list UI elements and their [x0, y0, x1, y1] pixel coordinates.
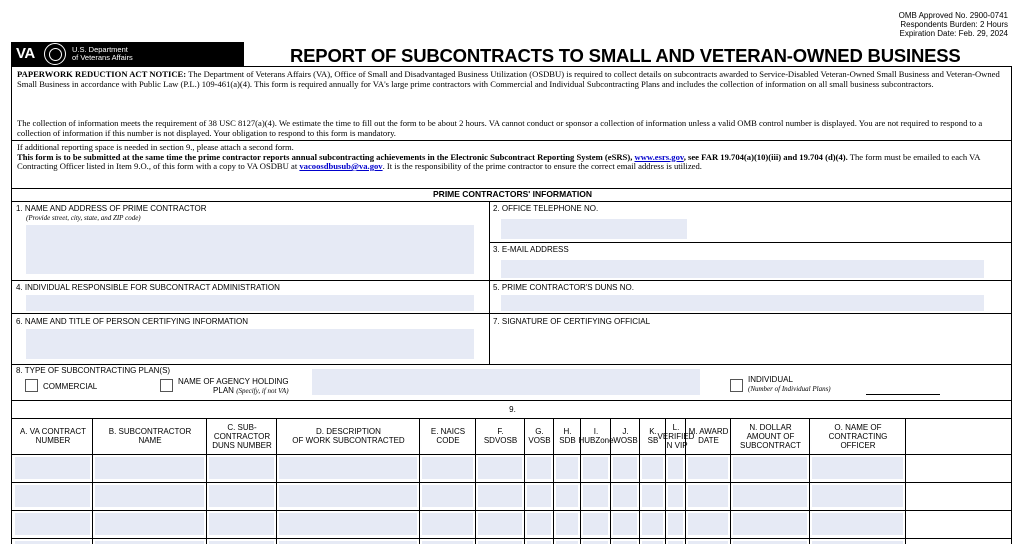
field4-label: 4. INDIVIDUAL RESPONSIBLE FOR SUBCONTRACT ADMINISTRATION — [16, 283, 280, 292]
table-cell[interactable] — [95, 457, 204, 479]
column-header-o: O. NAME OF CONTRACTING OFFICER — [828, 422, 888, 450]
column-header-i: I. HUBZone — [578, 427, 614, 445]
submission-notice: If additional reporting space is needed in section 9., please attach a second form. This form is to be submitted at the same time the prime contractor reports annual subcontracting achievements in the Electronic Subcontract Reporting System (eSRS), www.esrs.gov, see FAR 19.704(a)(10)(iii) and 19.704 (d)(4). The form must be emailed to each VA Contracting Officer listed in Item 9.O., of this form with a copy to VA OSDBU at vacoosdbusub@va.gov. It is the responsibility of the prime contractor to ensure the correct email address is utilized. — [17, 142, 980, 171]
osdbu-email-link[interactable]: vacoosdbusub@va.gov — [299, 161, 383, 171]
field7-label: 7. SIGNATURE OF CERTIFYING OFFICIAL — [493, 317, 651, 326]
table-cell[interactable] — [209, 457, 274, 479]
agency-plan-label: NAME OF AGENCY HOLDING PLAN (Specify, if not VA) — [178, 377, 289, 395]
form-header — [11, 42, 1012, 66]
table-cell[interactable] — [95, 513, 204, 535]
table-cell[interactable] — [209, 513, 274, 535]
table-cell[interactable] — [668, 513, 683, 535]
commercial-label: COMMERCIAL — [43, 382, 98, 391]
form-body — [11, 66, 1012, 544]
table-cell[interactable] — [478, 513, 522, 535]
field6-label: 6. NAME AND TITLE OF PERSON CERTIFYING INFORMATION — [16, 317, 249, 326]
column-header-e: E. NAICS CODE — [430, 427, 466, 445]
field3-label: 3. E-MAIL ADDRESS — [493, 245, 569, 254]
table-cell[interactable] — [583, 485, 608, 507]
field8-label: 8. TYPE OF SUBCONTRACTING PLAN(S) — [16, 366, 171, 375]
esrs-link[interactable]: www.esrs.gov — [634, 151, 684, 162]
table-cell[interactable] — [422, 485, 473, 507]
table-cell[interactable] — [478, 457, 522, 479]
column-header-d: D. DESCRIPTION OF WORK SUBCONTRACTED — [292, 427, 405, 445]
field1-label: 1. NAME AND ADDRESS OF PRIME CONTRACTOR — [16, 204, 207, 213]
column-header-m: M. AWARD DATE — [688, 427, 729, 445]
table-cell[interactable] — [812, 485, 903, 507]
table-cell[interactable] — [613, 513, 637, 535]
table-cell[interactable] — [279, 457, 417, 479]
table-cell[interactable] — [422, 457, 473, 479]
table-cell[interactable] — [527, 485, 551, 507]
table-cell[interactable] — [688, 513, 728, 535]
expiration-date: Expiration Date: Feb. 29, 2024 — [899, 29, 1008, 38]
table-cell[interactable] — [422, 513, 473, 535]
column-header-f: F. SDVOSB — [483, 427, 518, 445]
table-cell[interactable] — [613, 457, 637, 479]
table-cell[interactable] — [642, 485, 663, 507]
form-title: REPORT OF SUBCONTRACTS TO SMALL AND VETERAN-OWNED BUSINESS — [290, 45, 961, 66]
table-cell[interactable] — [279, 485, 417, 507]
table-cell[interactable] — [15, 457, 90, 479]
table-cell[interactable] — [733, 457, 807, 479]
va-seal-icon — [44, 43, 66, 65]
table-cell[interactable] — [556, 457, 578, 479]
table-cell[interactable] — [642, 513, 663, 535]
table-cell[interactable] — [556, 513, 578, 535]
respondents-burden: Respondents Burden: 2 Hours — [900, 20, 1008, 29]
table-cell[interactable] — [733, 485, 807, 507]
table-cell[interactable] — [812, 457, 903, 479]
va-logo-text: VA — [16, 45, 35, 62]
table-cell[interactable] — [668, 457, 683, 479]
prime-section-title: PRIME CONTRACTORS' INFORMATION — [433, 189, 592, 199]
table-cell[interactable] — [642, 457, 663, 479]
va-logo — [11, 42, 244, 66]
table-cell[interactable] — [613, 485, 637, 507]
duns-number-field[interactable] — [501, 295, 984, 311]
agency-plan-checkbox[interactable] — [160, 379, 173, 392]
column-header-j: J. WOSB — [613, 427, 638, 445]
commercial-checkbox[interactable] — [25, 379, 38, 392]
individual-plan-count-field[interactable] — [866, 383, 940, 395]
field1-sublabel: (Provide street, city, state, and ZIP code) — [26, 214, 141, 222]
table-cell[interactable] — [15, 485, 90, 507]
column-header-k: K. SB — [647, 427, 659, 445]
individual-label: INDIVIDUAL (Number of Individual Plans) — [748, 375, 831, 393]
department-name: U.S. Department of Veterans Affairs — [72, 45, 133, 62]
table-cell[interactable] — [668, 485, 683, 507]
table-cell[interactable] — [95, 485, 204, 507]
column-header-c: C. SUB- CONTRACTOR DUNS NUMBER — [212, 422, 272, 450]
table-cell[interactable] — [478, 485, 522, 507]
prime-contractor-name-address-field[interactable] — [26, 225, 474, 274]
certifying-person-field[interactable] — [26, 329, 474, 359]
office-telephone-field[interactable] — [501, 219, 687, 239]
table-cell[interactable] — [688, 457, 728, 479]
table-cell[interactable] — [556, 485, 578, 507]
table-cell[interactable] — [527, 513, 551, 535]
column-header-h: H. SDB — [559, 427, 576, 445]
section9-title: 9. — [509, 405, 516, 414]
table-cell[interactable] — [15, 513, 90, 535]
column-header-a: A. VA CONTRACT NUMBER — [19, 427, 87, 445]
table-cell[interactable] — [279, 513, 417, 535]
column-header-b: B. SUBCONTRACTOR NAME — [108, 427, 192, 445]
column-header-n: N. DOLLAR AMOUNT OF SUBCONTRACT — [740, 422, 801, 450]
field2-label: 2. OFFICE TELEPHONE NO. — [493, 204, 599, 213]
paperwork-notice: PAPERWORK REDUCTION ACT NOTICE: The Department of Veterans Affairs (VA), Office of Small and Disadvantaged Business Utilization (OSDBU) is required to collect details on subcontracts awarded to Service-Disabled Veteran-Owned Small Business and Veteran-Owned Small Business in accordance with Public Law (P.L.) 109-461(a)(4). This form is required annually for VA's large prime contractors with Commercial and Individual Subcontracting Plans and includes the collection of information on all small business subcontractors. — [17, 69, 1000, 89]
table-cell[interactable] — [733, 513, 807, 535]
column-header-g: G. VOSB — [528, 427, 551, 445]
individual-checkbox[interactable] — [730, 379, 743, 392]
omb-approved: OMB Approved No. 2900-0741 — [898, 11, 1008, 20]
field5-label: 5. PRIME CONTRACTOR'S DUNS NO. — [493, 283, 634, 292]
table-cell[interactable] — [688, 485, 728, 507]
table-cell[interactable] — [583, 457, 608, 479]
email-address-field[interactable] — [501, 260, 984, 278]
column-header-l: L. VERIFIED IN VIP — [657, 422, 695, 450]
table-cell[interactable] — [583, 513, 608, 535]
omb-info — [899, 11, 1008, 38]
subcontract-admin-field[interactable] — [26, 295, 474, 311]
collection-notice: The collection of information meets the requirement of 38 USC 8127(a)(4). We estimate the time to fill out the form to be about 2 hours. VA cannot conduct or sponsor a collection of information unless a valid OMB control number is displayed. You are not required to respond to a collection of information if this number is not displayed. Your obligation to respond to this form is mandatory. — [17, 118, 983, 138]
agency-name-field[interactable] — [312, 369, 700, 395]
table-cell[interactable] — [527, 457, 551, 479]
table-cell[interactable] — [209, 485, 274, 507]
table-cell[interactable] — [812, 513, 903, 535]
